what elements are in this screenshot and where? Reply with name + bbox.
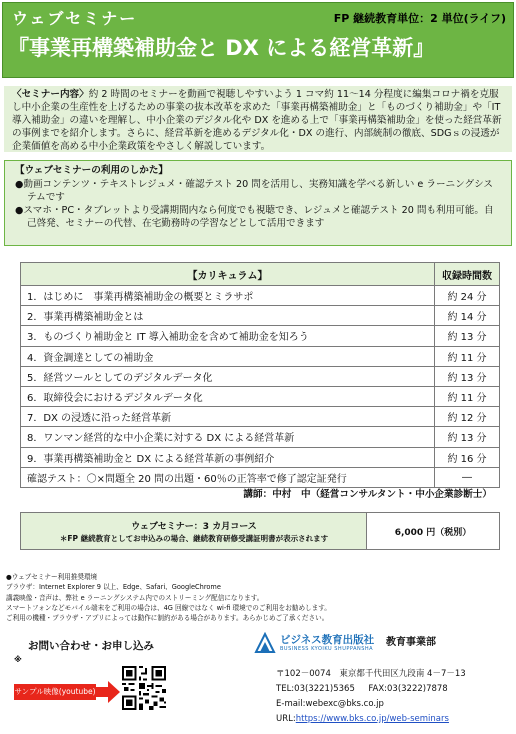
url-label: URL:	[276, 714, 296, 724]
address: 〒102－0074 東京都千代田区九段南 4－7－13	[276, 669, 466, 679]
curriculum-header-title: 【カリキュラム】	[21, 263, 435, 286]
usage-title: 【ウェブセミナーの利用のしかた】	[15, 165, 169, 176]
lesson-title: 5．経営ツールとしてのデジタルデータ化	[21, 366, 435, 386]
note-line: ブラウザ：Internet Explorer 9 以上、Edge、Safari、GoogleChrome	[6, 583, 221, 592]
lesson-title: 1．はじめに 事業再構築補助金の概要とミラサポ	[21, 286, 435, 306]
instructor: 講師：中村 中（経営コンサルタント・中小企業診断士）	[243, 489, 492, 500]
intro-label: 〈セミナー内容〉	[12, 89, 89, 100]
publisher-logo-icon	[254, 632, 276, 654]
contact-title: お問い合わせ・お申し込み	[28, 640, 154, 652]
lesson-title: 2．事業再構築補助金とは	[21, 306, 435, 326]
test-row	[21, 467, 500, 487]
environment-notes	[6, 572, 512, 623]
lesson-time: 約 13 分	[435, 366, 500, 386]
test-description: 確認テスト：〇×問題全 20 問の出題・60％の正答率で修了認定証発行	[21, 467, 435, 487]
website-link[interactable]: https://www.bks.co.jp/web-seminars	[295, 714, 449, 724]
table-row	[21, 386, 500, 406]
seminar-description	[4, 86, 512, 152]
lesson-time: 約 24 分	[435, 286, 500, 306]
note-line: 講義映像・音声は、弊社 e ラーニングシステム内でのストリーミング配信になります。	[6, 593, 264, 602]
note-line: スマートフォンなどモバイル端末をご利用の場合は、4G 回線ではなく wi-fi 環境でのご利用をお勧めします。	[6, 603, 331, 612]
course-name: ウェブセミナー：3 カ月コース	[131, 522, 257, 532]
table-row	[21, 427, 500, 447]
phone-fax	[276, 682, 466, 697]
publisher-name: ビジネス教育出版社	[280, 634, 375, 646]
header-label: ウェブセミナー	[12, 9, 138, 28]
usage-item: ●スマホ・PC・タブレットより受講期間内なら何度でも視聴でき、レジュメと確認テスト 20 問も利用可能。自己啓発、セミナーの代替、在宅勤務時の学習などとして活用できます	[15, 205, 494, 229]
table-row	[21, 326, 500, 346]
lesson-time: 約 11 分	[435, 386, 500, 406]
lesson-title: 8．ワンマン経営的な中小企業に対する DX による経営革新	[21, 427, 435, 447]
lesson-title: 9．事業再構築補助金と DX による経営革新の事例紹介	[21, 447, 435, 467]
lesson-title: 3．ものづくり補助金と IT 導入補助金を含めて補助金を知ろう	[21, 326, 435, 346]
fax: FAX:03(3222)7878	[368, 684, 448, 694]
seminar-title: 『事業再構築補助金と DX による経営革新』	[8, 36, 435, 60]
publisher-roman-name: BUSINESS KYOIKU SHUPPANSHA	[280, 646, 374, 652]
qr-code-icon[interactable]	[122, 666, 166, 710]
table-row	[21, 447, 500, 467]
curriculum-table	[20, 262, 500, 488]
sample-video-button[interactable]: サンプル映像(youtube)	[14, 684, 96, 700]
fp-credit: FP 継続教育単位：2 単位(ライフ)	[333, 12, 506, 25]
email[interactable]: E-mail:webexc@bks.co.jp	[276, 699, 384, 709]
note-line: ご利用の機種・ブラウザ・アプリによっては動作に制約がある場合があります。あらかじめご了承ください。	[6, 614, 329, 623]
course-box	[20, 512, 500, 550]
table-row	[21, 366, 500, 386]
lesson-title: 7．DX の浸透に沿った経営革新	[21, 407, 435, 427]
lesson-time: 約 16 分	[435, 447, 500, 467]
lesson-title: 6．取締役会におけるデジタルデータ化	[21, 386, 435, 406]
phone: TEL:03(3221)5365	[276, 684, 355, 694]
lesson-time: 約 13 分	[435, 326, 500, 346]
test-time: ―	[435, 467, 500, 487]
arrow-right-icon	[96, 680, 120, 704]
lesson-time: 約 11 分	[435, 346, 500, 366]
table-row	[21, 407, 500, 427]
course-price: 6,000 円（税別）	[394, 528, 472, 538]
curriculum-header-time: 収録時間数	[435, 263, 500, 286]
intro-text: 約 2 時間のセミナーを動画で視聴しやすいよう 1 コマ約 11～14 分程度に編集コロナ禍を克服し中小企業の生産性を上げるための事業の抜本改革を求めた「事業再構築補助金」と「ものづくり補助金」や「IT 導入補助金」の違いを理解し、中小企業のデジタル化や DX を進める上で「事業再構築補助金」を使った経営革新の事例までを紹介します。さらに、経営革新を進めるデジタル化・DX の進行、内部統制の徹底、SDGｓの浸透が企業価値を高める中小企業政策をやさしく解説しています。	[12, 89, 502, 152]
contact-details	[276, 667, 466, 727]
course-note: ＊FP 継続教育としてお申込みの場合、継続教育研修受講証明書が表示されます	[59, 534, 329, 543]
url-line	[276, 712, 466, 727]
department: 教育事業部	[386, 637, 436, 648]
table-row	[21, 346, 500, 366]
note-line: ●ウェブセミナー利用推奨環境	[6, 573, 98, 581]
lesson-time: 約 13 分	[435, 427, 500, 447]
table-row	[21, 306, 500, 326]
curriculum-header-row	[21, 263, 500, 286]
lesson-title: 4．資金調達としての補助金	[21, 346, 435, 366]
usage-item: ●動画コンテンツ・テキストレジュメ・確認テスト 20 問を活用し、実務知識を学べる新しい e ラーニングシステムです	[15, 179, 494, 203]
lesson-time: 約 12 分	[435, 407, 500, 427]
table-row	[21, 286, 500, 306]
lesson-time: 約 14 分	[435, 306, 500, 326]
usage-box	[4, 160, 512, 246]
note-mark: ※	[14, 655, 22, 664]
